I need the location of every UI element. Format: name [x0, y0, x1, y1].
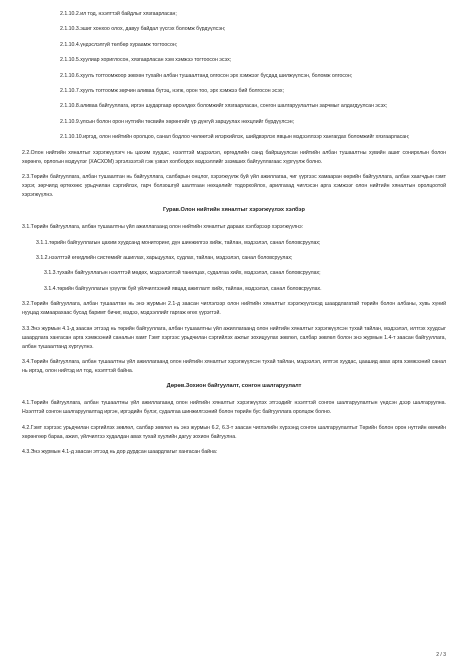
paragraph: 3.1.Төрийн байгууллага, албан тушаалтны үйл ажиллагаанд олон нийтийн хяналтыг дараах хэлбэрээр хэрэгжүүлнэ: — [22, 224, 304, 231]
paragraph: 4.2.Гэмт хэргээс урьдчилан сэргийлэх зөвлөл, салбар зөвлөл нь энэ журмын 6.2, 6.3-т заасан чиглэлийн хүрээнд сонгон шалгаруулалтыг Төрийн болон орон нутгийн өмчийн хөрөнгөөр бараа, ажил, үйлчилгээ худалдан авах тухай хуулийн дагуу зохион байгуулна. — [22, 424, 446, 440]
paragraph: 3.3.Энэ журмын 4.1-д заасан этгээд нь төрийн байгууллага, албан тушаалтны үйл ажиллагаанд олон нийтийн хяналтыг хэрэгжүүлсэн тухай тайлан, мэдээлэл, илтгэх хуудсыг шаардлага хангасан арга хэмжээний саналын хамт Гэмт хэргээс урьдчилан сэргийлэх ажлыг зохицуулах зөвлөл, салбар зөвлөл болон энэ журмын 1.4-т заасан байгууллага, албан тушаалтанд хүргүүлнэ. — [22, 325, 446, 350]
paragraph: 3.4.Төрийн байгууллага, албан тушаалтны үйл ажиллагаанд олон нийтийн хяналтыг хэрэгжүүлсэн тухай тайлан, мэдээлэл, илтгэх хуудас, цаашид авах арга хэмжээний санал нь иргэд, олон нийтэд ил тод, нээлттэй байна. — [22, 359, 446, 375]
paragraph: 4.3.Энэ журмын 4.1-д заасан этгээд нь дор дурдсан шаардлагыг хангасан байна: — [22, 449, 218, 456]
paragraph: 2.1.10.7.хуулъ тогтоомж зөрчин аливаа бүтэц, нэгж, орон тоо, эрх хэмжээ бий болгосон эсэх; — [60, 87, 284, 94]
paragraph: 2.1.10.5.хуулиар хориглосон, хязгаарласан хэм хэмжээ тогтоосон эсэх; — [60, 57, 232, 64]
paragraph: 2.2.Олон нийтийн хяналтыг хэрэгжүүлэгч нь цахим хуудас, нээлттэй мэдээлэл, өргөдлийн санд байршуулсан нийтийн албан тушаалтны хувийн ашиг сонирхлын болон хөрөнгө, орлогын мэдүүлэг (ХАСХОМ) эргэлзээтэй гэж үзвэл холбогдох мэдээллийг эзэмших байгууллагаас хүргүүлж болно. — [22, 149, 446, 165]
paragraph: 3.2.Төрийн байгууллага, албан тушаалтан нь энэ журмын 2.1-д заасан чиглэлээр олон нийтийн хяналтыг хэрэгжүүлэхэд шаардлагатай төрийн болон албаны, хувь хүний нууцад хамаарахаас бусад баримт бичиг, мэдээ, мэдээллийг гаргаж өгөх үүрэгтэй. — [22, 301, 446, 317]
paragraph: 3.1.2.нээлттэй өгөгдлийн системийг ашиглах, харьцуулах, судлах, тайлан, мэдээлэл, санал боловсруулах; — [36, 255, 293, 262]
paragraph: 2.3.Төрийн байгууллага, албан тушаалтан нь байгууллага, салбарын онцлог, хэрэгжүүлж буй үйл ажиллагаа, чиг үүргээс хамааран өөрийн байгууллага, албан хаагчдын гэмт хэрэг, зөрчилд өртөхөөс урьдчилан сэргийлэх, гарч болзошгүй шалтгаан нөхцөлийг тодорхойлох, арилгахад чиглэсэн арга хэмжээг олон нийтийн хяналтын оролцоотой хэрэгжүүлнэ. — [22, 173, 446, 198]
paragraph: 2.1.10.10.иргэд, олон нийтийн оролцоо, санал бодлоо чөлөөтэй илэрхийлэх, шийдвэрлэх явцын мэдээллээр хангагдах боломжийг хязгаарласан; — [60, 134, 410, 141]
paragraph: 2.1.10.8.аливаа байгууллага, иргэн шударгаар өрсөлдөх боломжийг хязгаарласан, сонгон шалгаруулалтын зарчмыг алдагдуулсан эсэх; — [60, 103, 388, 110]
paragraph: 4.1.Төрийн байгууллага, албан тушаалтны үйл ажиллагаанд олон нийтийн хяналтыг хэрэгжүүлэх этгээдийг нээлттэй сонгон шалгаруулалтын үндсэн дээр шалгаруулна. Нээлттэй сонгон шалгаруулалтад иргэн, иргэдийн бүлэг, судалгаа шинжилгээний болон төрийн бус байгууллага оролцож болно. — [22, 400, 446, 416]
paragraph: 3.1.4.төрийн байгууллагын үзүүлж буй үйлчилгээний явцад ажиглалт хийх, тайлан, мэдээлэл, санал боловсруулах. — [44, 285, 322, 292]
document-body — [22, 10, 446, 457]
page-number: 2 / 3 — [436, 652, 446, 658]
paragraph: 3.1.1.төрийн байгууллагын цахим хуудсанд мониторинг, дүн шинжилгээ хийж, тайлан, мэдээлэл, санал боловсруулах; — [36, 239, 321, 246]
paragraph: 2.1.10.2.ил тод, нээлттэй байдлыг хязгаарласан; — [60, 11, 177, 17]
section-heading: Гурав.Олон нийтийн хяналтыг хэрэгжүүлэх хэлбэр — [163, 207, 305, 214]
paragraph: 3.1.3.тухайн байгууллагын нээлттэй мөдөх, мэдээлэлтэй танилцах, судалгаа хийх, мэдээлэл, санал боловсруулах; — [44, 270, 321, 277]
paragraph: 2.1.10.4.үндэслэлгүй төлбөр хураамж тогтоосон; — [60, 41, 178, 48]
paragraph: 2.1.10.6.хуулъ тогтоомжоор зөвхөн тухайн албан тушаалтанд олгосон эрх хэмжээг бусдад шилжүүлсэн, боломж олгосон; — [60, 72, 353, 79]
paragraph: 2.1.10.3.эшиг хонхоо олох, давуу байдал үүсгэх боломж бүрдүүлсэн; — [60, 26, 226, 33]
section-heading: Дөрөв.Зохион байгуулалт, сонгон шалгаруулалт — [166, 383, 302, 390]
paragraph: 2.1.10.9.улсын болон орон нутгийн төсвийн хөрөнгийг үр дүнгүй зарцуулах нөхцлийг бүрдүүлсэн; — [60, 118, 294, 125]
